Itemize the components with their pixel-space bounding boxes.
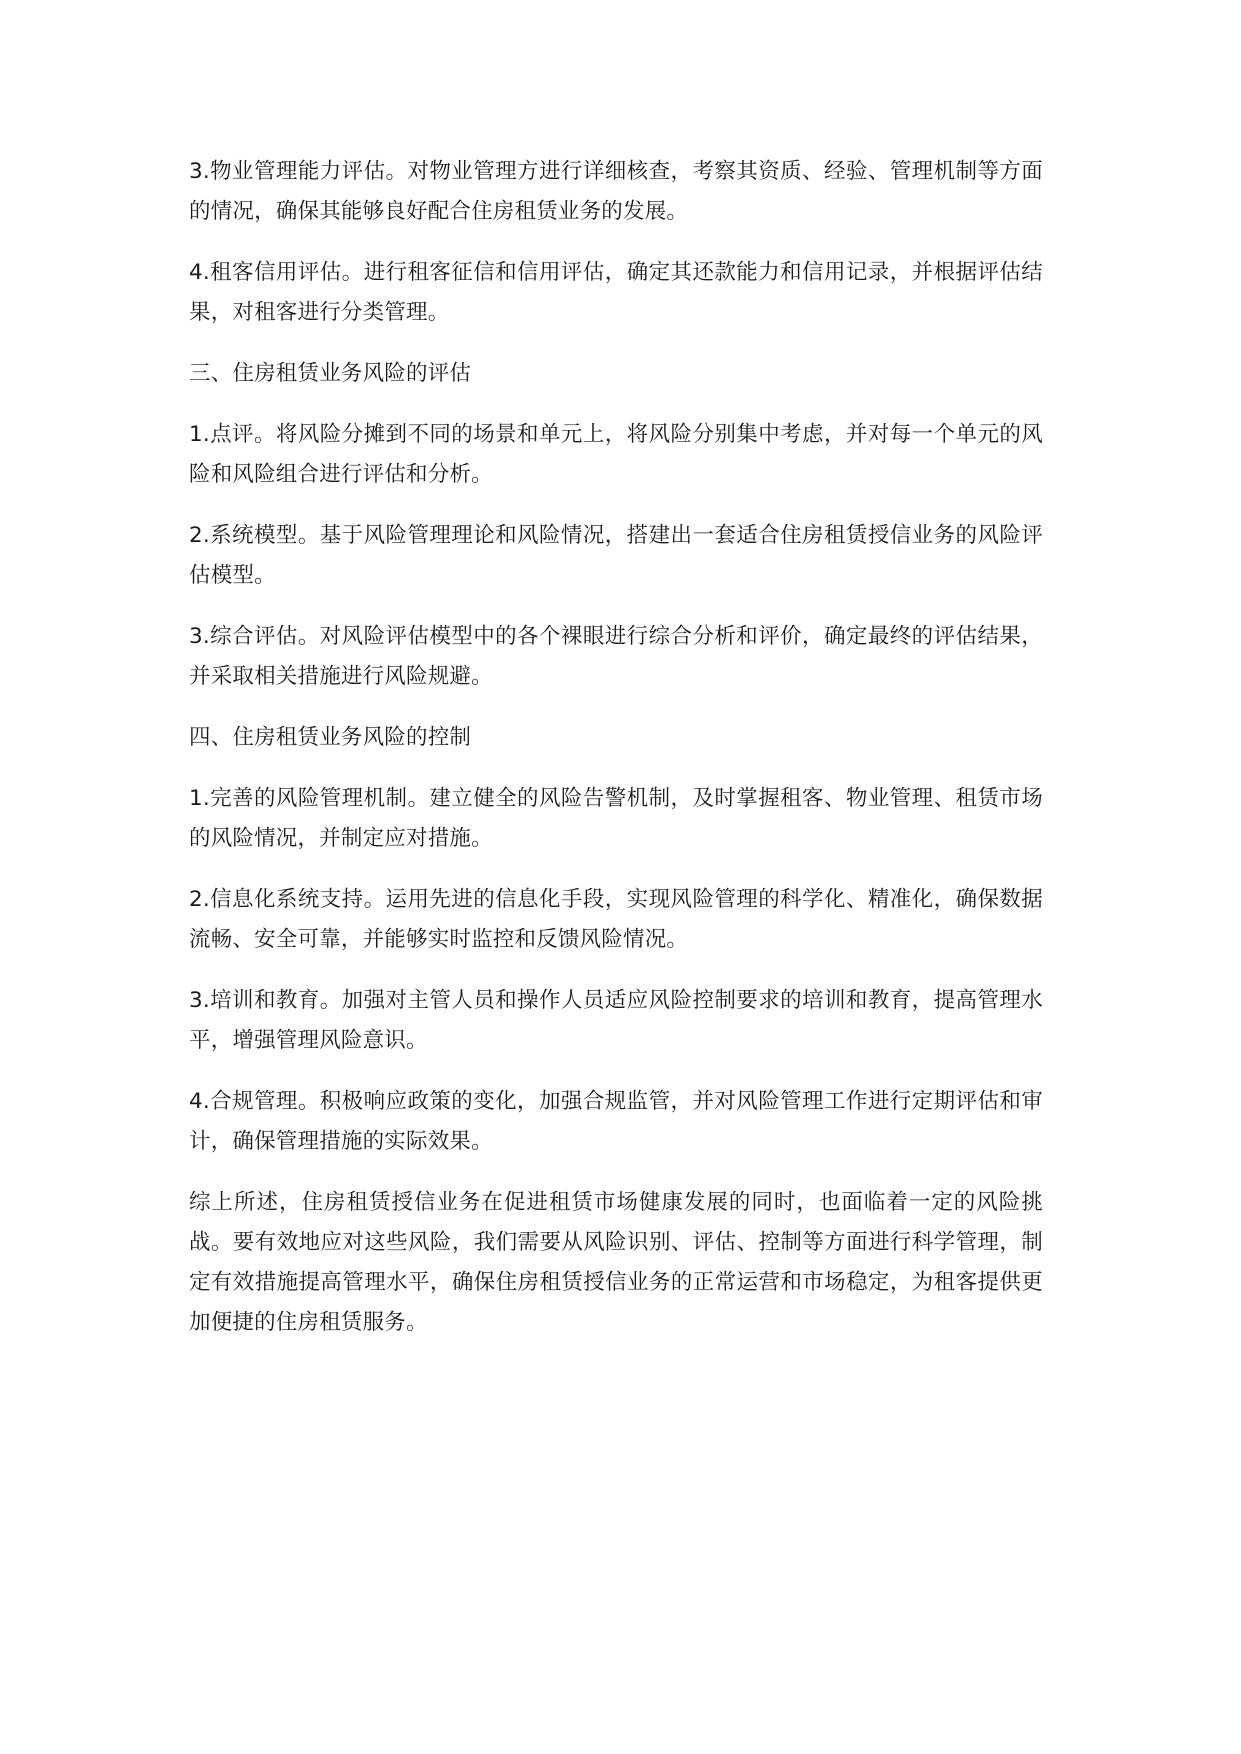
item-3-training: 3.培训和教育。加强对主管人员和操作人员适应风险控制要求的培训和教育，提高管理水平，增强管理风险意识。 [189,988,1043,1053]
item-4-compliance: 4.合规管理。积极响应政策的变化，加强合规监管，并对风险管理工作进行定期评估和审计，确保管理措施的实际效果。 [189,1089,1043,1154]
document-body [189,152,1043,1364]
item-1-mechanism: 1.完善的风险管理机制。建立健全的风险告警机制，及时掌握租客、物业管理、租赁市场的风险情况，并制定应对措施。 [189,786,1043,851]
item-2-system-model: 2.系统模型。基于风险管理理论和风险情况，搭建出一套适合住房租赁授信业务的风险评估模型。 [189,523,1043,588]
item-1-review: 1.点评。将风险分摊到不同的场景和单元上，将风险分别集中考虑，并对每一个单元的风险和风险组合进行评估和分析。 [189,422,1043,487]
item-3-property-management: 3.物业管理能力评估。对物业管理方进行详细核查，考察其资质、经验、管理机制等方面的情况，确保其能够良好配合住房租赁业务的发展。 [189,159,1043,224]
conclusion: 综上所述，住房租赁授信业务在促进租赁市场健康发展的同时，也面临着一定的风险挑战。要有效地应对这些风险，我们需要从风险识别、评估、控制等方面进行科学管理，制定有效措施提高管理水平，确保住房租赁授信业务的正常运营和市场稳定，为租客提供更加便捷的住房租赁服务。 [189,1190,1043,1335]
item-3-comprehensive: 3.综合评估。对风险评估模型中的各个裸眼进行综合分析和评价，确定最终的评估结果，并采取相关措施进行风险规避。 [189,624,1043,689]
item-2-it-support: 2.信息化系统支持。运用先进的信息化手段，实现风险管理的科学化、精准化，确保数据流畅、安全可靠，并能够实时监控和反馈风险情况。 [189,887,1043,952]
item-4-tenant-credit: 4.租客信用评估。进行租客征信和信用评估，确定其还款能力和信用记录，并根据评估结果，对租客进行分类管理。 [189,260,1043,325]
section-4-heading: 四、住房租赁业务风险的控制 [189,725,472,750]
section-3-heading: 三、住房租赁业务风险的评估 [189,361,472,386]
